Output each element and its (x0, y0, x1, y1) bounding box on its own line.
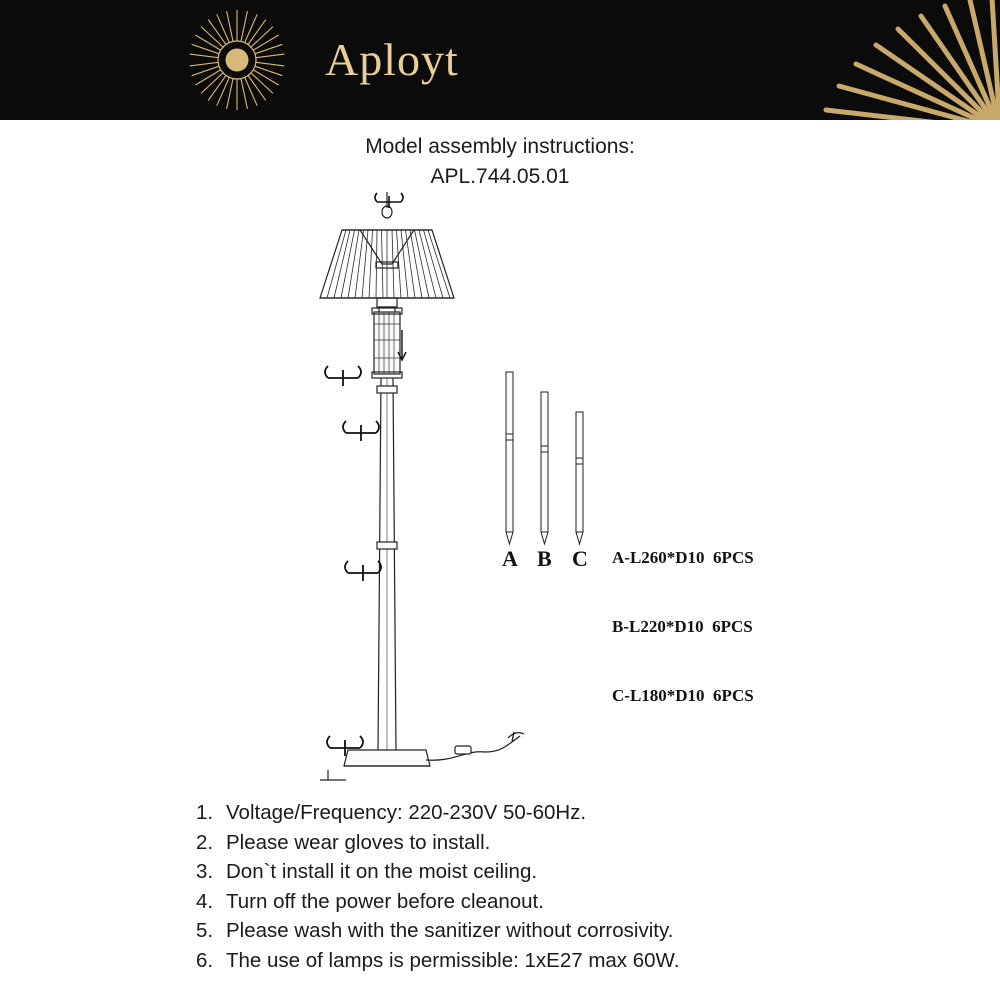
list-item-number: 4. (196, 889, 214, 913)
fan-rays-icon (640, 0, 1000, 120)
list-item (196, 887, 956, 917)
sunburst-icon (185, 8, 289, 112)
parts-legend-row: C-L180*D10 6PCS (612, 686, 754, 705)
list-item (196, 857, 956, 887)
title-line-1: Model assembly instructions: (365, 135, 635, 158)
list-item-number: 1. (196, 801, 214, 824)
list-item-number: 6. (196, 948, 214, 972)
list-item-number: 2. (196, 830, 214, 854)
title-line-2: APL.744.05.01 (430, 165, 570, 188)
rod-parts-diagram (480, 370, 610, 570)
list-item-number: 5. (196, 919, 214, 942)
rod-label-a: A (502, 546, 518, 570)
parts-legend-row: B-L220*D10 6PCS (612, 617, 753, 636)
list-item-number: 3. (196, 860, 214, 883)
list-item (196, 798, 956, 828)
list-item-text: Voltage/Frequency: 220-230V 50-60Hz. (226, 801, 587, 824)
list-item-text: Turn off the power before cleanout. (226, 889, 544, 913)
parts-legend-row: A-L260*D10 6PCS (612, 548, 754, 567)
page-title (0, 132, 1000, 192)
rod-label-b: B (537, 546, 552, 570)
list-item (196, 916, 956, 946)
rod-label-c: C (572, 546, 588, 570)
list-item (196, 828, 956, 858)
header-banner (0, 0, 1000, 120)
instructions-list (196, 798, 956, 975)
list-item (196, 946, 956, 976)
list-item-text: Please wear gloves to install. (226, 830, 491, 854)
list-item-text: Don`t install it on the moist ceiling. (226, 860, 538, 883)
list-item-text: Please wash with the sanitizer without corrosivity. (226, 919, 674, 942)
list-item-text: The use of lamps is permissible: 1xE27 max 60W. (226, 948, 680, 972)
parts-legend (612, 500, 754, 753)
brand-name: Aployt (325, 34, 459, 85)
